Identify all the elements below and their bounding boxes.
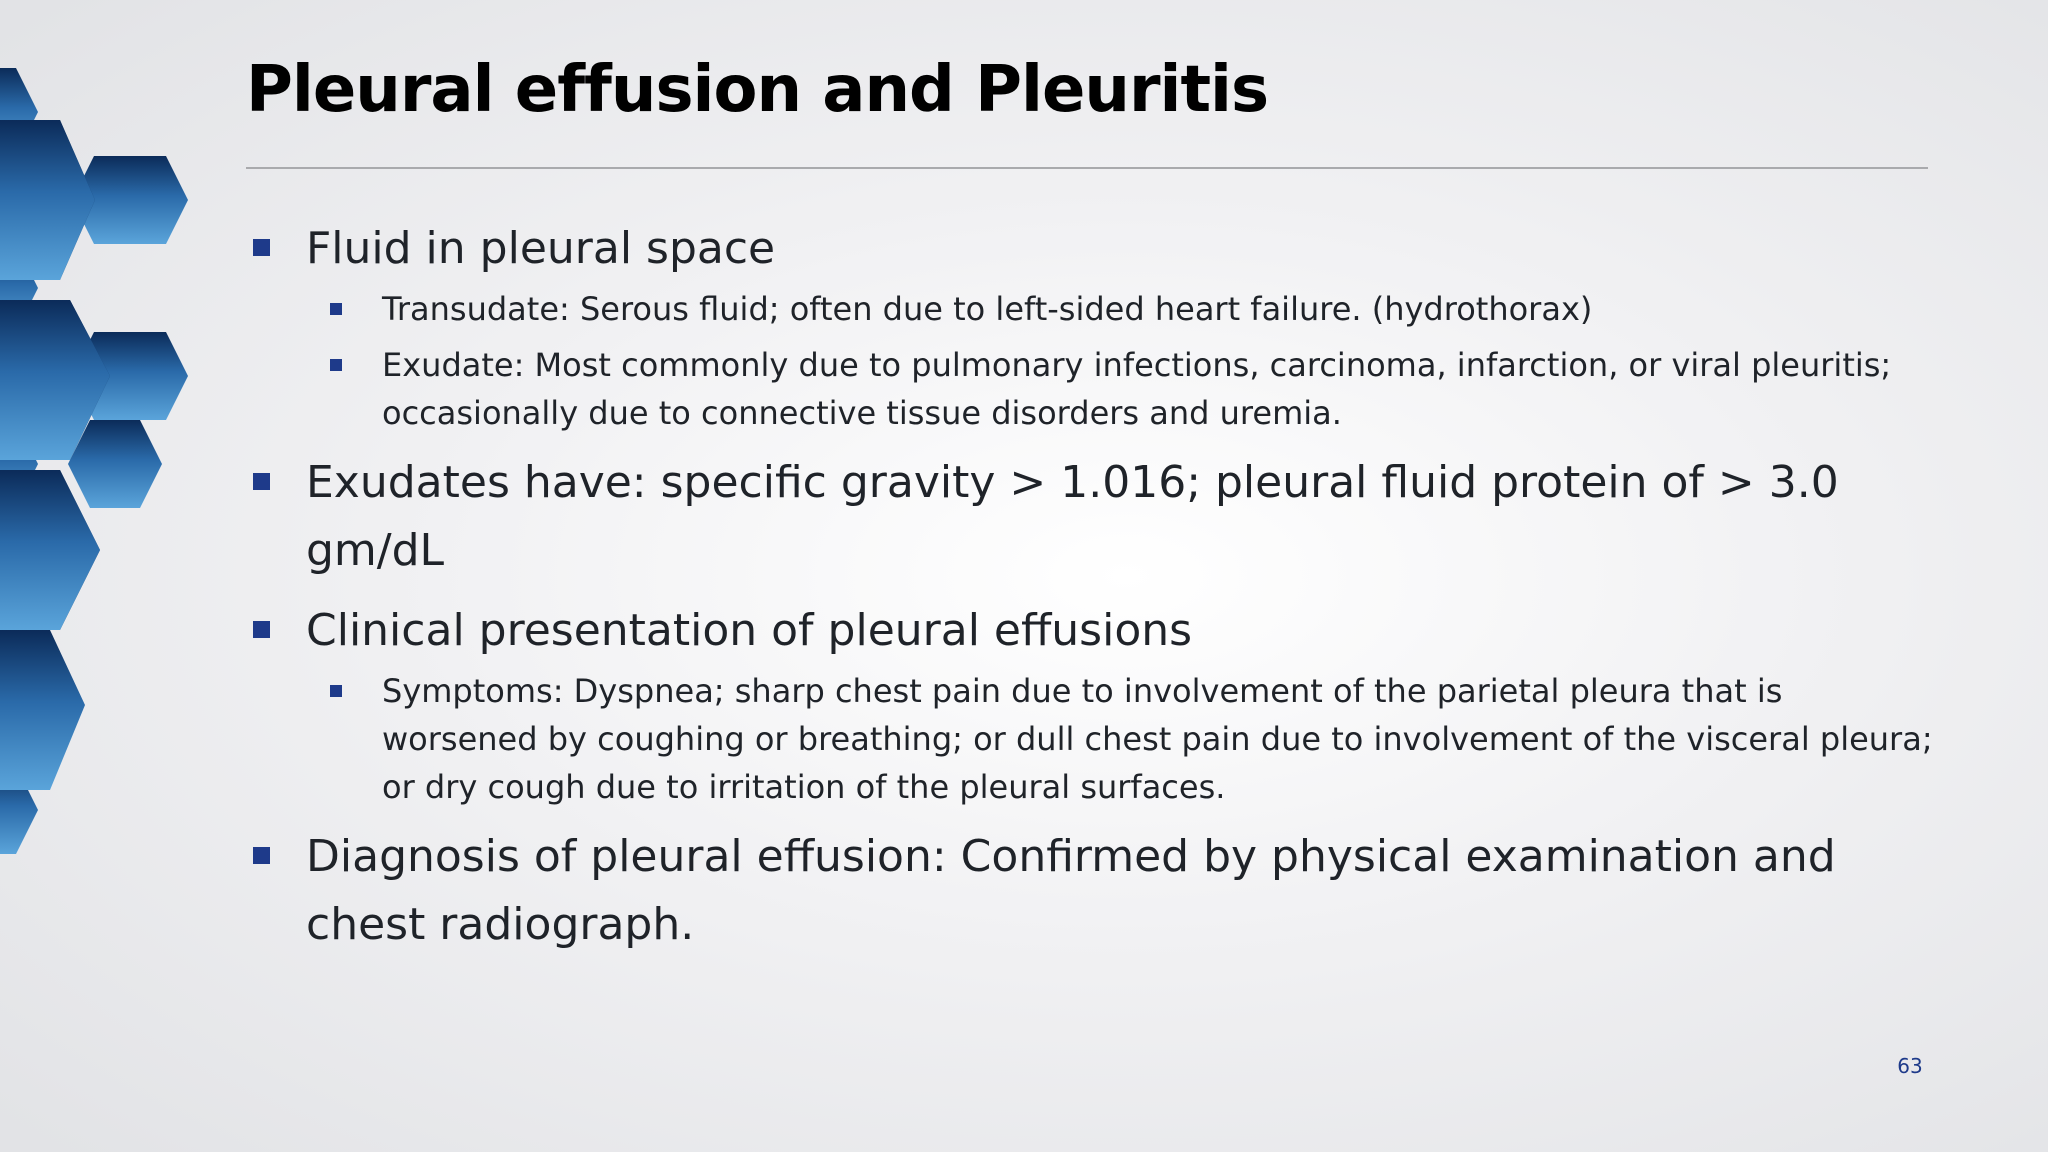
bullet-text: Clinical presentation of pleural effusions: [306, 605, 1193, 656]
bullet-item: [246, 449, 1936, 585]
square-bullet-icon: [253, 239, 270, 256]
bullet-item: [246, 597, 1936, 811]
square-bullet-icon: [330, 359, 342, 371]
bullet-item: [246, 823, 1936, 959]
page-number: 63: [1897, 1054, 1923, 1078]
bullet-list: [246, 215, 1936, 971]
sub-bullet-list: [246, 667, 1936, 811]
sub-bullet-item: [246, 341, 1936, 437]
sub-bullet-list: [246, 285, 1936, 437]
sub-bullet-text: Symptoms: Dyspnea; sharp chest pain due to involvement of the parietal pleura that is worsened by coughing or breathing; or dull chest pain due to involvement of the visceral pleura; or dry cough due to irritation of the pleural surfaces.: [382, 672, 1933, 806]
hexagon-decoration: [0, 0, 200, 1152]
bullet-item: [246, 215, 1936, 437]
sub-bullet-item: [246, 667, 1936, 811]
sub-bullet-text: Transudate: Serous fluid; often due to left-sided heart failure. (hydrothorax): [382, 290, 1593, 328]
bullet-text: Exudates have: specific gravity > 1.016; pleural fluid protein of > 3.0 gm/dL: [306, 457, 1839, 576]
square-bullet-icon: [253, 473, 270, 490]
square-bullet-icon: [330, 685, 342, 697]
title-divider: [246, 167, 1928, 169]
square-bullet-icon: [330, 303, 342, 315]
bullet-text: Fluid in pleural space: [306, 223, 776, 274]
slide-title: Pleural effusion and Pleuritis: [246, 53, 1269, 127]
sub-bullet-item: [246, 285, 1936, 333]
square-bullet-icon: [253, 847, 270, 864]
square-bullet-icon: [253, 621, 270, 638]
sub-bullet-text: Exudate: Most commonly due to pulmonary infections, carcinoma, infarction, or viral pleuritis; occasionally due to connective tissue disorders and uremia.: [382, 346, 1892, 432]
bullet-text: Diagnosis of pleural effusion: Confirmed by physical examination and chest radiograph.: [306, 831, 1836, 950]
